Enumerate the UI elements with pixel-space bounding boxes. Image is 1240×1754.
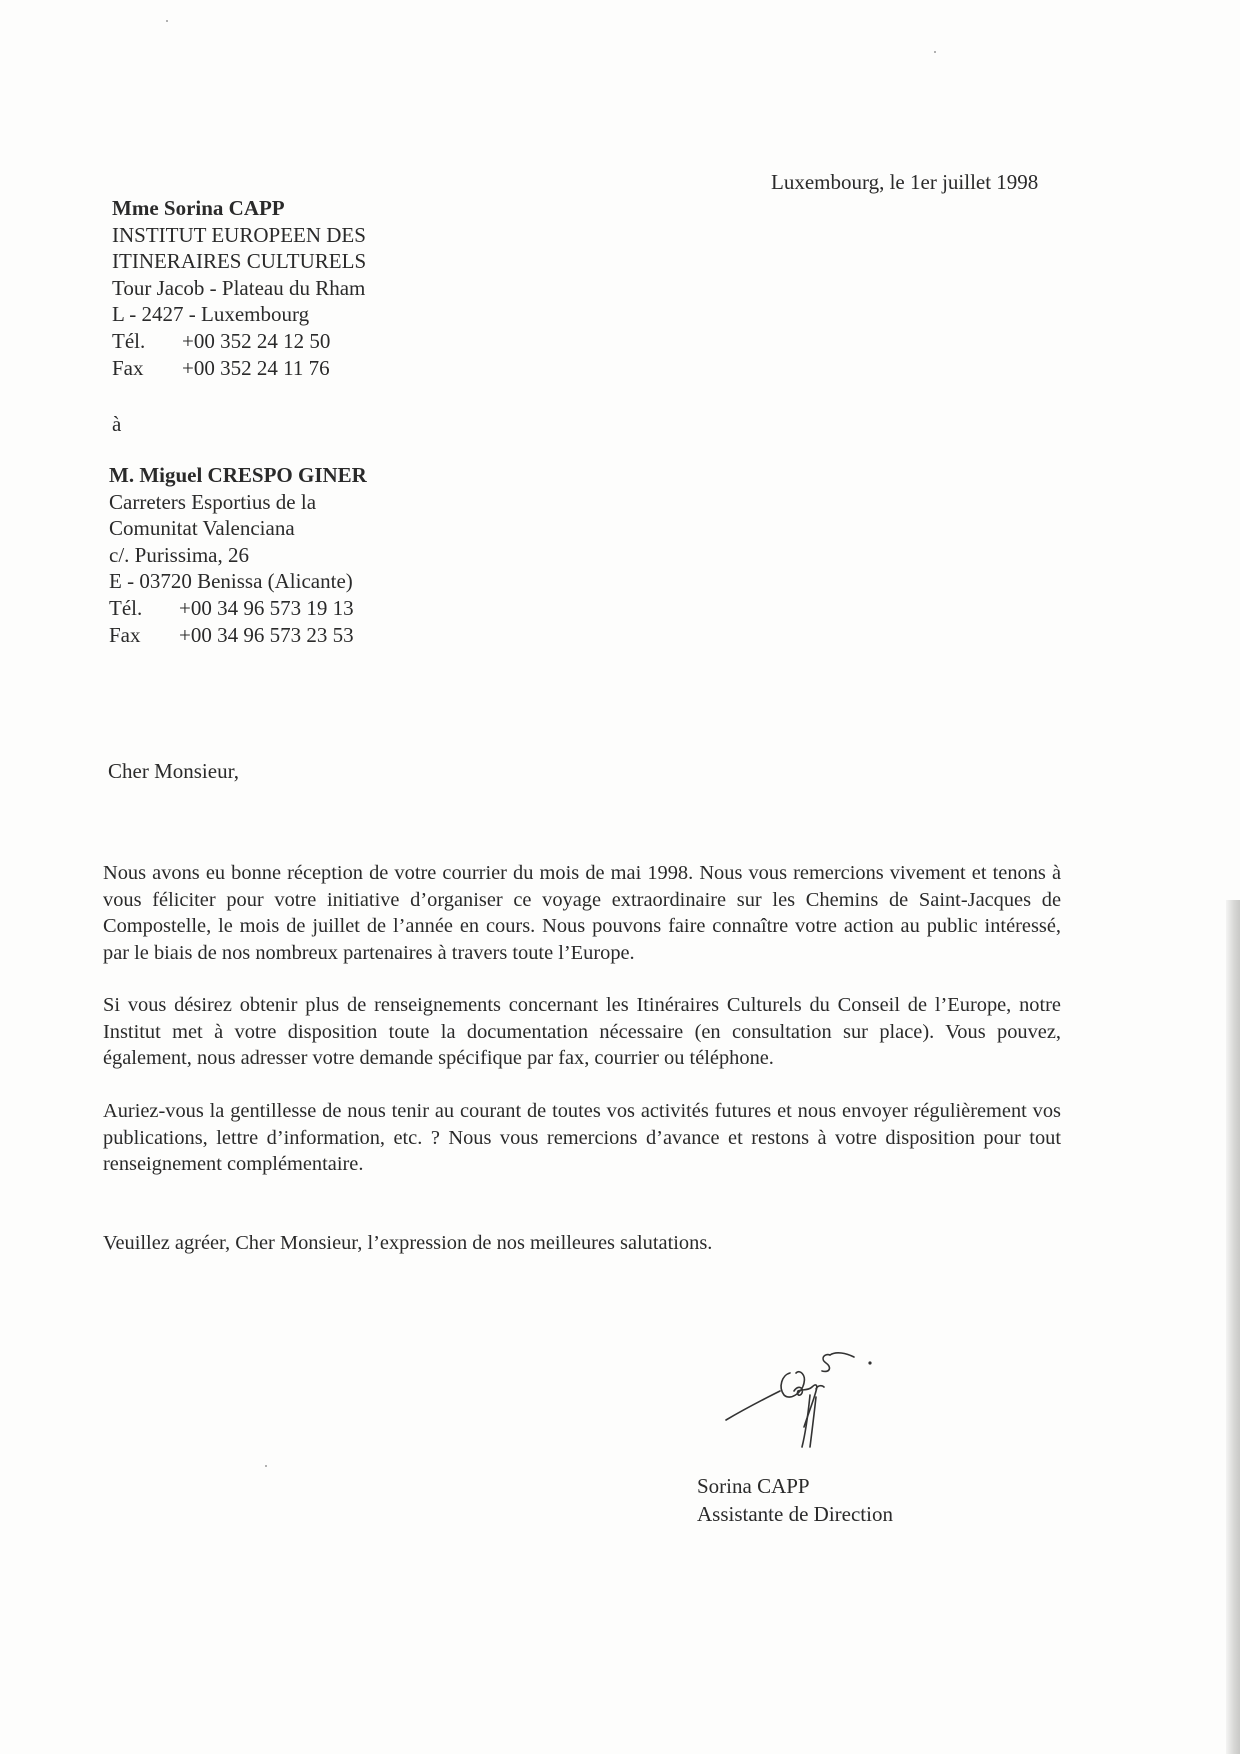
sender-block	[112, 195, 366, 381]
sender-tel-row	[112, 328, 366, 355]
sender-fax-label: Fax	[112, 355, 144, 380]
sender-address-line2: L - 2427 - Luxembourg	[112, 302, 310, 327]
sender-address-line1: Tour Jacob - Plateau du Rham	[112, 275, 366, 300]
signatory-name: Sorina CAPP	[697, 1474, 810, 1498]
salutation: Cher Monsieur,	[108, 759, 239, 783]
recipient-fax: +00 34 96 573 23 53	[179, 622, 354, 647]
recipient-org-line1: Carreters Esportius de la	[109, 489, 317, 514]
scan-edge-shadow	[1226, 900, 1240, 1754]
recipient-block	[109, 462, 367, 648]
sender-fax: +00 352 24 11 76	[182, 355, 330, 380]
signatory-title: Assistante de Direction	[697, 1502, 893, 1526]
body-paragraph: Auriez-vous la gentillesse de nous tenir au courant de toutes vos activités futures et nous envoyer régulièrement vos publications, lettre d’information, etc. ? Nous vous remercions d’avance et restons à votre disposition pour tout renseignement complémentaire.	[103, 1100, 1061, 1175]
recipient-address-line1: c/. Purissima, 26	[109, 542, 249, 567]
recipient-name: M. Miguel CRESPO GINER	[109, 463, 367, 487]
scan-speck	[265, 1465, 267, 1467]
recipient-tel: +00 34 96 573 19 13	[179, 595, 354, 620]
recipient-tel-row	[109, 595, 367, 622]
handwritten-signature	[718, 1335, 878, 1465]
recipient-org-line2: Comunitat Valenciana	[109, 516, 295, 541]
sender-fax-row	[112, 355, 366, 382]
closing-formula: Veuillez agréer, Cher Monsieur, l’expression de nos meilleures salutations.	[103, 1232, 713, 1254]
scan-speck	[166, 20, 168, 22]
to-word: à	[112, 412, 122, 436]
signatory-block	[697, 1472, 893, 1528]
sender-tel-label: Tél.	[112, 328, 146, 353]
recipient-fax-label: Fax	[109, 622, 141, 647]
sender-org-line2: ITINERAIRES CULTURELS	[112, 249, 367, 274]
sender-name: Mme Sorina CAPP	[112, 196, 285, 220]
recipient-tel-label: Tél.	[109, 595, 143, 620]
body-paragraph: Nous avons eu bonne réception de votre courrier du mois de mai 1998. Nous vous remercions vivement et tenons à vous féliciter pour votre initiative d’organiser ce voyage extraordinaire sur les Chemins de Saint-Jacques de Compostelle, le mois de juillet de l’année en cours. Nous pouvons faire connaître votre action au public intéressé, par le biais de nos nombreux partenaires à travers toute l’Europe.	[103, 862, 1061, 964]
recipient-address-line2: E - 03720 Benissa (Alicante)	[109, 569, 353, 594]
sender-org-line1: INSTITUT EUROPEEN DES	[112, 222, 366, 247]
letter-date: Luxembourg, le 1er juillet 1998	[771, 170, 1039, 194]
sender-tel: +00 352 24 12 50	[182, 328, 331, 353]
recipient-fax-row	[109, 622, 367, 649]
scan-speck	[934, 51, 936, 53]
body-paragraph: Si vous désirez obtenir plus de renseignements concernant les Itinéraires Culturels du Conseil de l’Europe, notre Institut met à votre disposition toute la documentation nécessaire (en consultation sur place). Vous pouvez, également, nous adresser votre demande spécifique par fax, courrier ou téléphone.	[103, 994, 1061, 1069]
